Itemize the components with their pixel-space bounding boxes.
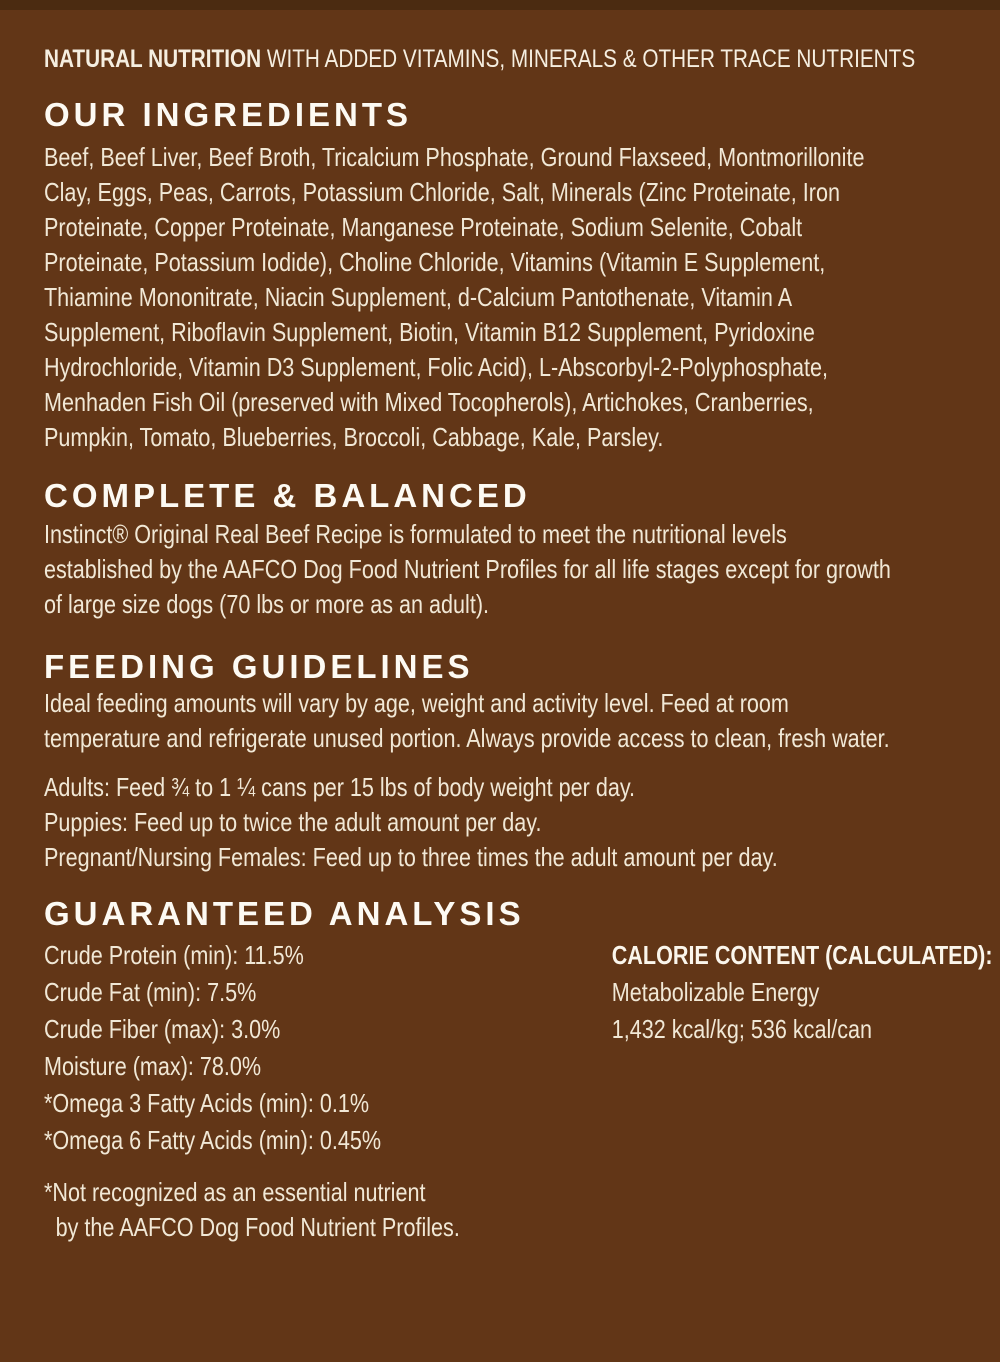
feeding-rule-pregnant: Pregnant/Nursing Females: Feed up to three times the adult amount per day. bbox=[44, 842, 778, 872]
text-line: Ideal feeding amounts will vary by age, weight and activity level. Feed at room bbox=[44, 688, 789, 718]
tagline bbox=[44, 44, 999, 74]
calorie-content-line: 1,432 kcal/kg; 536 kcal/can bbox=[611, 1014, 873, 1044]
tagline-rest: WITH ADDED VITAMINS, MINERALS & OTHER TRACE NUTRIENTS bbox=[261, 45, 916, 73]
analysis-item: Crude Protein (min): 11.5% bbox=[44, 940, 304, 970]
top-strip bbox=[0, 0, 1000, 10]
text-line: Clay, Eggs, Peas, Carrots, Potassium Chloride, Salt, Minerals (Zinc Proteinate, Iron bbox=[44, 177, 840, 207]
aafco-footnote bbox=[44, 1175, 999, 1245]
text-line: Thiamine Mononitrate, Niacin Supplement, d-Calcium Pantothenate, Vitamin A bbox=[44, 282, 793, 312]
text-line: Proteinate, Potassium Iodide), Choline Chloride, Vitamins (Vitamin E Supplement, bbox=[44, 247, 826, 277]
analysis-item: Crude Fiber (max): 3.0% bbox=[44, 1014, 281, 1044]
text-line: Hydrochloride, Vitamin D3 Supplement, Folic Acid), L-Abscorbyl-2-Polyphosphate, bbox=[44, 352, 829, 382]
complete-balanced-paragraph bbox=[44, 517, 999, 622]
text-line: Instinct® Original Real Beef Recipe is formulated to meet the nutritional levels bbox=[44, 519, 787, 549]
analysis-item: *Omega 3 Fatty Acids (min): 0.1% bbox=[44, 1088, 370, 1118]
calorie-content-column bbox=[612, 937, 999, 1159]
text-line: Beef, Beef Liver, Beef Broth, Tricalcium Phosphate, Ground Flaxseed, Montmorillonite bbox=[44, 142, 865, 172]
complete-balanced-heading: COMPLETE & BALANCED bbox=[44, 477, 531, 514]
feeding-rule-puppies: Puppies: Feed up to twice the adult amount per day. bbox=[44, 807, 542, 837]
text-line: Menhaden Fish Oil (preserved with Mixed Tocopherols), Artichokes, Cranberries, bbox=[44, 387, 814, 417]
text-line: temperature and refrigerate unused portion. Always provide access to clean, fresh water. bbox=[44, 723, 890, 753]
text-line: of large size dogs (70 lbs or more as an adult). bbox=[44, 589, 490, 619]
text-line: Supplement, Riboflavin Supplement, Biotin, Vitamin B12 Supplement, Pyridoxine bbox=[44, 317, 815, 347]
guaranteed-analysis-table bbox=[44, 937, 999, 1159]
ingredients-heading: OUR INGREDIENTS bbox=[44, 96, 413, 133]
analysis-items-column bbox=[44, 937, 612, 1159]
feeding-guidelines-heading: FEEDING GUIDELINES bbox=[44, 648, 474, 685]
calorie-content-heading: CALORIE CONTENT (CALCULATED): bbox=[611, 940, 993, 970]
guaranteed-analysis-heading: GUARANTEED ANALYSIS bbox=[44, 895, 525, 932]
feeding-rule-adults: Adults: Feed ¾ to 1 ¼ cans per 15 lbs of body weight per day. bbox=[44, 772, 636, 802]
text-line: Pumpkin, Tomato, Blueberries, Broccoli, Cabbage, Kale, Parsley. bbox=[44, 422, 664, 452]
calorie-content-line: Metabolizable Energy bbox=[611, 977, 820, 1007]
ingredients-paragraph bbox=[44, 140, 999, 455]
analysis-item: Moisture (max): 78.0% bbox=[44, 1051, 262, 1081]
text-line: established by the AAFCO Dog Food Nutrient Profiles for all life stages except for growth bbox=[44, 554, 891, 584]
text-line: Proteinate, Copper Proteinate, Manganese Proteinate, Sodium Selenite, Cobalt bbox=[44, 212, 803, 242]
footnote-line: by the AAFCO Dog Food Nutrient Profiles. bbox=[55, 1212, 460, 1242]
feeding-guidelines-paragraph bbox=[44, 686, 999, 756]
tagline-emphasis: NATURAL NUTRITION bbox=[44, 45, 262, 73]
analysis-item: *Omega 6 Fatty Acids (min): 0.45% bbox=[44, 1125, 382, 1155]
analysis-item: Crude Fat (min): 7.5% bbox=[44, 977, 257, 1007]
feeding-rules bbox=[44, 770, 999, 875]
footnote-line: *Not recognized as an essential nutrient bbox=[44, 1177, 426, 1207]
